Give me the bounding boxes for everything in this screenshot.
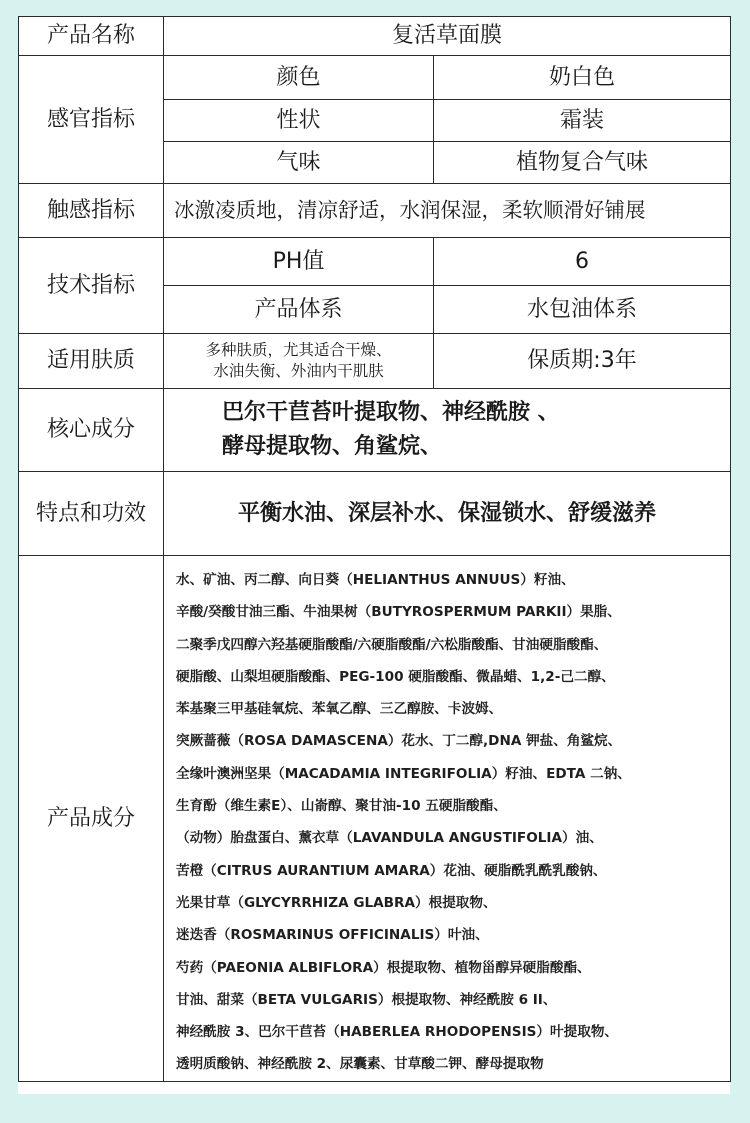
- row-touch: [19, 184, 731, 238]
- ingredient-line: 生育酚（维生素E）、山嵛醇、聚甘油-10 五硬脂酸酯、: [176, 798, 507, 815]
- sensory-texture-name: 性状: [164, 100, 434, 142]
- row-tech-ph: [19, 238, 731, 286]
- ingredient-line: 二聚季戊四醇六羟基硬脂酸酯/六硬脂酸酯/六松脂酸酯、甘油硬脂酸酯、: [176, 636, 608, 653]
- product-name-label: 产品名称: [19, 17, 164, 56]
- skin-type-label: 适用肤质: [19, 334, 164, 389]
- ingredient-line: 苦橙（CITRUS AURANTIUM AMARA）花油、硬脂酰乳酰乳酸钠、: [176, 862, 607, 879]
- ingredient-line: 水、矿油、丙二醇、向日葵（HELIANTHUS ANNUUS）籽油、: [176, 572, 575, 588]
- ingredient-line: 全缘叶澳洲坚果（MACADAMIA INTEGRIFOLIA）籽油、EDTA 二钠、: [176, 765, 631, 782]
- spec-sheet: [18, 16, 730, 1094]
- ingredient-line: 突厥蔷薇（ROSA DAMASCENA）花水、丁二醇,DNA 钾盐、角鲨烷、: [176, 733, 622, 750]
- tech-ph-value: 6: [434, 238, 731, 286]
- sensory-texture-value: 霜装: [434, 100, 731, 142]
- ingredient-line: 硬脂酸、山梨坦硬脂酸酯、PEG-100 硬脂酸酯、微晶蜡、1,2-己二醇、: [176, 668, 615, 685]
- shelf-life-value: 保质期:3年: [434, 334, 731, 389]
- product-name-value: 复活草面膜: [164, 17, 731, 56]
- ingredient-line: 透明质酸钠、神经酰胺 2、尿囊素、甘草酸二钾、酵母提取物: [176, 1056, 544, 1073]
- core-ingredients-line-2: 酵母提取物、角鲨烷、: [222, 434, 443, 459]
- row-core-ingredients: [19, 389, 731, 472]
- touch-value: 冰激凌质地，清凉舒适，水润保湿，柔软顺滑好铺展: [164, 184, 731, 238]
- ingredient-line: 迷迭香（ROSMARINUS OFFICINALIS）叶油、: [176, 927, 489, 944]
- row-sensory-color: [19, 56, 731, 100]
- sensory-smell-name: 气味: [164, 142, 434, 184]
- sensory-color-value: 奶白色: [434, 56, 731, 100]
- tech-ph-name: PH值: [164, 238, 434, 286]
- features-label: 特点和功效: [19, 472, 164, 556]
- ingredient-line: 辛酸/癸酸甘油三酯、牛油果树（BUTYROSPERMUM PARKII）果脂、: [176, 604, 621, 621]
- features-value: 平衡水油、深层补水、保湿锁水、舒缓滋养: [164, 472, 731, 556]
- ingredient-line: 芍药（PAEONIA ALBIFLORA）根提取物、植物甾醇异硬脂酸酯、: [176, 959, 591, 976]
- skin-type-value: [164, 334, 434, 389]
- row-ingredients: [19, 556, 731, 1082]
- core-ingredients-value: [164, 389, 731, 472]
- ingredient-line: （动物）胎盘蛋白、薰衣草（LAVANDULA ANGUSTIFOLIA）油、: [176, 830, 603, 847]
- sensory-label: 感官指标: [19, 56, 164, 184]
- technical-label: 技术指标: [19, 238, 164, 334]
- core-ingredients-line-1: 巴尔干苣苔叶提取物、神经酰胺 、: [222, 399, 560, 425]
- row-skin-type: [19, 334, 731, 389]
- skin-type-line-2: 水油失衡、外油内干肌肤: [213, 362, 384, 380]
- ingredients-label: 产品成分: [19, 556, 164, 1082]
- ingredients-list: [164, 556, 731, 1082]
- ingredient-line: 光果甘草（GLYCYRRHIZA GLABRA）根提取物、: [176, 894, 497, 911]
- ingredient-line: 甘油、甜菜（BETA VULGARIS）根提取物、神经酰胺 6 II、: [176, 991, 557, 1008]
- ingredient-line: 苯基聚三甲基硅氧烷、苯氧乙醇、三乙醇胺、卡波姆、: [176, 701, 503, 718]
- ingredient-line: 神经酰胺 3、巴尔干苣苔（HABERLEA RHODOPENSIS）叶提取物、: [176, 1024, 619, 1041]
- row-features: [19, 472, 731, 556]
- sensory-smell-value: 植物复合气味: [434, 142, 731, 184]
- tech-system-value: 水包油体系: [434, 286, 731, 334]
- sensory-color-name: 颜色: [164, 56, 434, 100]
- skin-type-line-1: 多种肤质，尤其适合干燥、: [205, 341, 392, 360]
- tech-system-name: 产品体系: [164, 286, 434, 334]
- touch-label: 触感指标: [19, 184, 164, 238]
- row-product-name: [19, 17, 731, 56]
- core-ingredients-label: 核心成分: [19, 389, 164, 472]
- product-spec-table: [18, 16, 731, 1082]
